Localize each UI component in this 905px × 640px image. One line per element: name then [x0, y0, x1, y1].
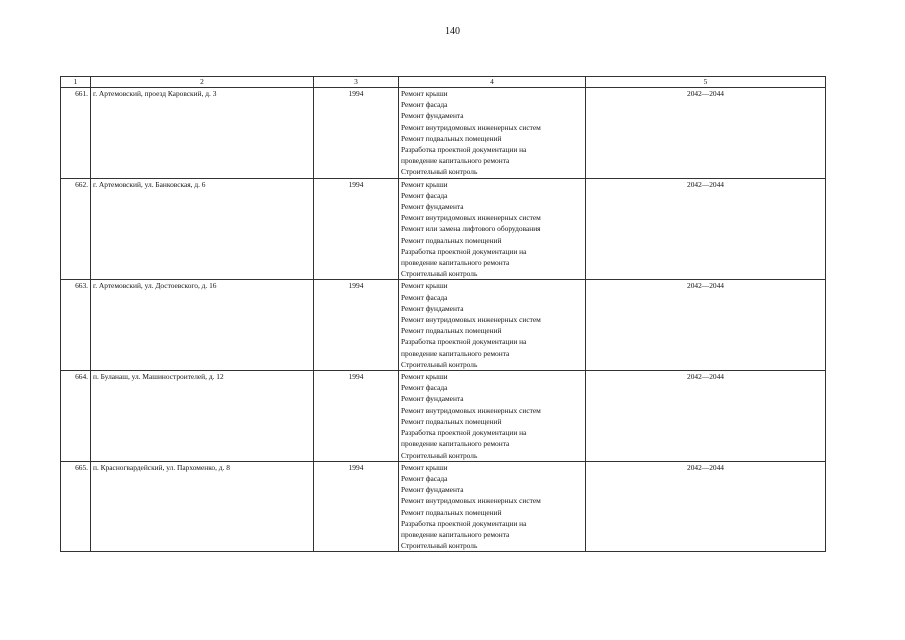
work-item: Ремонт фасада — [401, 473, 448, 483]
work-item: проведение капитального ремонта — [401, 258, 510, 268]
work-item: Ремонт фундамента — [401, 303, 464, 313]
row-period: 2042—2044 — [586, 280, 826, 371]
row-address: г. Артемовский, ул. Достоевского, д. 16 — [91, 280, 314, 371]
row-number: 664. — [61, 371, 91, 462]
row-works-list — [399, 178, 586, 280]
row-address: п. Красногвардейский, ул. Пархоменко, д. 8 — [91, 461, 314, 552]
work-item: Ремонт фундамента — [401, 111, 464, 121]
work-item: Ремонт подвальных помещений — [401, 326, 502, 336]
row-works-list — [399, 88, 586, 179]
column-header-1: 1 — [61, 77, 91, 88]
work-item: Ремонт фундамента — [401, 485, 464, 495]
work-item: Ремонт фасада — [401, 383, 448, 393]
row-period: 2042—2044 — [586, 371, 826, 462]
work-item: Ремонт фасада — [401, 292, 448, 302]
work-item: Ремонт внутридомовых инженерных систем — [401, 496, 541, 506]
work-item: Ремонт фундамента — [401, 394, 464, 404]
table-header-row — [61, 77, 826, 88]
table-body — [61, 88, 826, 552]
column-header-2: 2 — [91, 77, 314, 88]
work-item: Строительный контроль — [401, 359, 478, 369]
row-works-list — [399, 371, 586, 462]
row-year: 1994 — [314, 371, 399, 462]
row-address: г. Артемовский, проезд Каровский, д. 3 — [91, 88, 314, 179]
row-period: 2042—2044 — [586, 88, 826, 179]
work-item: проведение капитального ремонта — [401, 156, 510, 166]
work-item: Ремонт внутридомовых инженерных систем — [401, 122, 541, 132]
repair-schedule-table — [60, 76, 826, 552]
column-header-5: 5 — [586, 77, 826, 88]
row-address: п. Буланаш, ул. Машиностроителей, д. 12 — [91, 371, 314, 462]
work-item: Ремонт подвальных помещений — [401, 133, 502, 143]
work-item: Ремонт крыши — [401, 179, 448, 189]
table-row — [61, 178, 826, 280]
work-item: Разработка проектной документации на — [401, 518, 527, 528]
work-item: проведение капитального ремонта — [401, 529, 510, 539]
work-item: Ремонт внутридомовых инженерных систем — [401, 405, 541, 415]
work-item: проведение капитального ремонта — [401, 348, 510, 358]
work-item: Ремонт фасада — [401, 190, 448, 200]
work-item: Строительный контроль — [401, 541, 478, 551]
row-period: 2042—2044 — [586, 178, 826, 280]
work-item: Ремонт внутридомовых инженерных систем — [401, 213, 541, 223]
work-item: Строительный контроль — [401, 167, 478, 177]
work-item: Разработка проектной документации на — [401, 428, 527, 438]
row-number: 662. — [61, 178, 91, 280]
work-item: Строительный контроль — [401, 269, 478, 279]
table-row — [61, 88, 826, 179]
work-item: Разработка проектной документации на — [401, 337, 527, 347]
table-row — [61, 280, 826, 371]
work-item: Ремонт крыши — [401, 281, 448, 291]
page-number: 140 — [445, 26, 460, 37]
row-year: 1994 — [314, 178, 399, 280]
column-header-4: 4 — [399, 77, 586, 88]
work-item: Ремонт крыши — [401, 89, 448, 98]
table-row — [61, 461, 826, 552]
work-item: Ремонт фундамента — [401, 202, 464, 212]
work-item: Ремонт подвальных помещений — [401, 235, 502, 245]
row-works-list — [399, 280, 586, 371]
work-item: Разработка проектной документации на — [401, 246, 527, 256]
work-item: проведение капитального ремонта — [401, 439, 510, 449]
work-item: Ремонт подвальных помещений — [401, 416, 502, 426]
row-period: 2042—2044 — [586, 461, 826, 552]
row-number: 663. — [61, 280, 91, 371]
work-item: Ремонт подвальных помещений — [401, 507, 502, 517]
work-item: Ремонт крыши — [401, 462, 448, 472]
work-item: Ремонт фасада — [401, 100, 448, 110]
table-row — [61, 371, 826, 462]
column-header-3: 3 — [314, 77, 399, 88]
row-year: 1994 — [314, 280, 399, 371]
row-works-list — [399, 461, 586, 552]
row-number: 661. — [61, 88, 91, 179]
row-year: 1994 — [314, 461, 399, 552]
row-number: 665. — [61, 461, 91, 552]
work-item: Ремонт крыши — [401, 372, 448, 382]
work-item: Строительный контроль — [401, 450, 478, 460]
work-item: Ремонт или замена лифтового оборудования — [401, 224, 541, 234]
work-item: Разработка проектной документации на — [401, 145, 527, 155]
row-address: г. Артемовский, ул. Банковская, д. 6 — [91, 178, 314, 280]
work-item: Ремонт внутридомовых инженерных систем — [401, 315, 541, 325]
row-year: 1994 — [314, 88, 399, 179]
